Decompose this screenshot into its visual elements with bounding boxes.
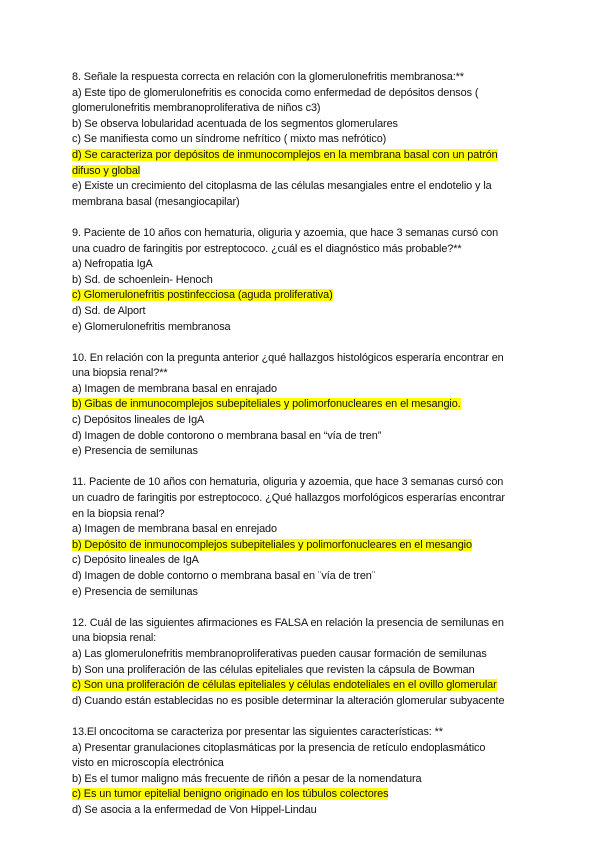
line-text: una biopsia renal?** bbox=[72, 367, 168, 380]
line-text: b) Se observa lobularidad acentuada de los segmentos glomerulares bbox=[72, 117, 398, 130]
question-text bbox=[72, 351, 542, 367]
line-text: d) Cuando están establecidas no es posible determinar la alteración glomerular subyacente bbox=[72, 694, 505, 707]
question-block-3 bbox=[72, 351, 542, 460]
line-text: b) Es el tumor maligno más frecuente de riñón a pesar de la nomendatura bbox=[72, 772, 422, 785]
question-line bbox=[72, 756, 542, 772]
question-line bbox=[72, 772, 542, 788]
line-text: d) Sd. de Alport bbox=[72, 304, 146, 317]
question-text bbox=[72, 475, 542, 491]
line-text: 12. Cuál de las siguientes afirmaciones es FALSA en relación la presencia de semilunas en bbox=[72, 616, 504, 629]
question-line bbox=[72, 631, 542, 647]
question-block-2 bbox=[72, 226, 542, 335]
question-block-6 bbox=[72, 725, 542, 819]
question-line bbox=[72, 553, 542, 569]
line-text: a) Imagen de membrana basal en enrajado bbox=[72, 382, 277, 395]
line-text: 10. En relación con la pregunta anterior ¿qué hallazgos histológicos esperaría encontrar en bbox=[72, 351, 504, 364]
question-line bbox=[72, 569, 542, 585]
line-text: e) Presencia de semilunas bbox=[72, 445, 198, 458]
line-text: 13.El oncocitoma se caracteriza por presentar las siguientes características: ** bbox=[72, 725, 443, 738]
question-line bbox=[72, 101, 542, 117]
question-line bbox=[72, 164, 542, 180]
question-line bbox=[72, 803, 542, 819]
highlighted-answer-text: b) Depósito de inmunocomplejos subepiteliales y polimorfonucleares en el mesangio bbox=[72, 538, 472, 551]
line-text: a) Imagen de membrana basal en enrejado bbox=[72, 523, 277, 536]
question-line bbox=[72, 366, 542, 382]
line-text: 9. Paciente de 10 años con hematuria, oliguria y azoemia, que hace 3 semanas cursó con bbox=[72, 226, 499, 239]
line-text: en la biopsia renal? bbox=[72, 507, 165, 520]
line-text: a) Las glomerulonefritis membranoproliferativas pueden causar formación de semilunas bbox=[72, 647, 487, 660]
highlighted-answer-text: d) Se caracteriza por depósitos de inmunocomplejos en la membrana basal con un patrón bbox=[72, 148, 498, 161]
line-text: 11. Paciente de 10 años con hematuria, oliguria y azoemia, que hace 3 semanas cursó con bbox=[72, 476, 504, 489]
question-block-5 bbox=[72, 616, 542, 710]
line-text: una biopsia renal: bbox=[72, 632, 157, 645]
question-line bbox=[72, 86, 542, 102]
question-line bbox=[72, 538, 542, 554]
line-text: visto en microscopía electrónica bbox=[72, 757, 224, 770]
question-text bbox=[72, 725, 542, 741]
question-line bbox=[72, 663, 542, 679]
question-line bbox=[72, 491, 542, 507]
question-line bbox=[72, 257, 542, 273]
line-text: c) Depósito lineales de IgA bbox=[72, 554, 199, 567]
question-line bbox=[72, 117, 542, 133]
question-line bbox=[72, 195, 542, 211]
line-text: a) Nefropatia IgA bbox=[72, 258, 153, 271]
question-line bbox=[72, 741, 542, 757]
question-line bbox=[72, 397, 542, 413]
question-line bbox=[72, 694, 542, 710]
line-text: d) Imagen de doble contorono o membrana basal en “vía de tren” bbox=[72, 429, 382, 442]
line-text: c) Depósitos lineales de IgA bbox=[72, 414, 205, 427]
question-line bbox=[72, 148, 542, 164]
question-line bbox=[72, 242, 542, 258]
question-line bbox=[72, 273, 542, 289]
line-text: una cuadro de faringitis por estreptococo. ¿cuál es el diagnóstico más probable?** bbox=[72, 242, 462, 255]
question-line bbox=[72, 678, 542, 694]
question-text bbox=[72, 616, 542, 632]
question-line bbox=[72, 320, 542, 336]
question-line bbox=[72, 382, 542, 398]
line-text: membrana basal (mesangiocapilar) bbox=[72, 195, 240, 208]
document-page bbox=[72, 70, 542, 834]
line-text: e) Existe un crecimiento del citoplasma de las células mesangiales entre el endotelio y la bbox=[72, 180, 492, 193]
question-block-4 bbox=[72, 475, 542, 600]
question-line bbox=[72, 304, 542, 320]
line-text: b) Son una proliferación de las células epiteliales que revisten la cápsula de Bowman bbox=[72, 663, 475, 676]
line-text: un cuadro de faringitis por estreptococo. ¿Qué hallazgos morfológicos esperarías encontrar bbox=[72, 492, 505, 505]
line-text: d) Imagen de doble contorno o membrana basal en ¨vía de tren¨ bbox=[72, 570, 376, 582]
question-line bbox=[72, 787, 542, 803]
question-line bbox=[72, 413, 542, 429]
line-text: 8. Señale la respuesta correcta en relación con la glomerulonefritis membranosa:** bbox=[72, 71, 464, 83]
line-text: b) Sd. de schoenlein- Henoch bbox=[72, 273, 213, 286]
line-text: c) Se manifiesta como un síndrome nefrítico ( mixto mas nefrótico) bbox=[72, 133, 387, 146]
line-text: a) Presentar granulaciones citoplasmáticas por la presencia de retículo endoplasmático bbox=[72, 741, 486, 754]
question-line bbox=[72, 132, 542, 148]
question-block-1 bbox=[72, 70, 542, 210]
line-text: glomerulonefritis membranoproliferativa de niños c3) bbox=[72, 102, 321, 115]
highlighted-answer-text: c) Es un tumor epitelial benigno originado en los túbulos colectores bbox=[72, 788, 389, 801]
question-text bbox=[72, 226, 542, 242]
line-text: e) Presencia de semilunas bbox=[72, 585, 198, 598]
line-text: a) Este tipo de glomerulonefritis es conocida como enfermedad de depósitos densos ( bbox=[72, 86, 479, 99]
question-line bbox=[72, 444, 542, 460]
question-line bbox=[72, 647, 542, 663]
question-line bbox=[72, 585, 542, 601]
question-line bbox=[72, 179, 542, 195]
highlighted-answer-text: b) Gibas de inmunocomplejos subepiteliales y polimorfonucleares en el mesangio. bbox=[72, 398, 461, 411]
question-line bbox=[72, 288, 542, 304]
highlighted-answer-text: c) Son una proliferación de células epiteliales y células endoteliales en el ovillo glomerular bbox=[72, 679, 497, 692]
highlighted-answer-text: difuso y global bbox=[72, 164, 141, 177]
question-line bbox=[72, 507, 542, 523]
line-text: d) Se asocia a la enfermedad de Von Hippel-Lindau bbox=[72, 803, 317, 816]
question-line bbox=[72, 522, 542, 538]
question-text bbox=[72, 70, 542, 86]
question-line bbox=[72, 429, 542, 445]
highlighted-answer-text: c) Glomerulonefritis postinfecciosa (aguda proliferativa) bbox=[72, 289, 333, 302]
line-text: e) Glomerulonefritis membranosa bbox=[72, 320, 231, 333]
